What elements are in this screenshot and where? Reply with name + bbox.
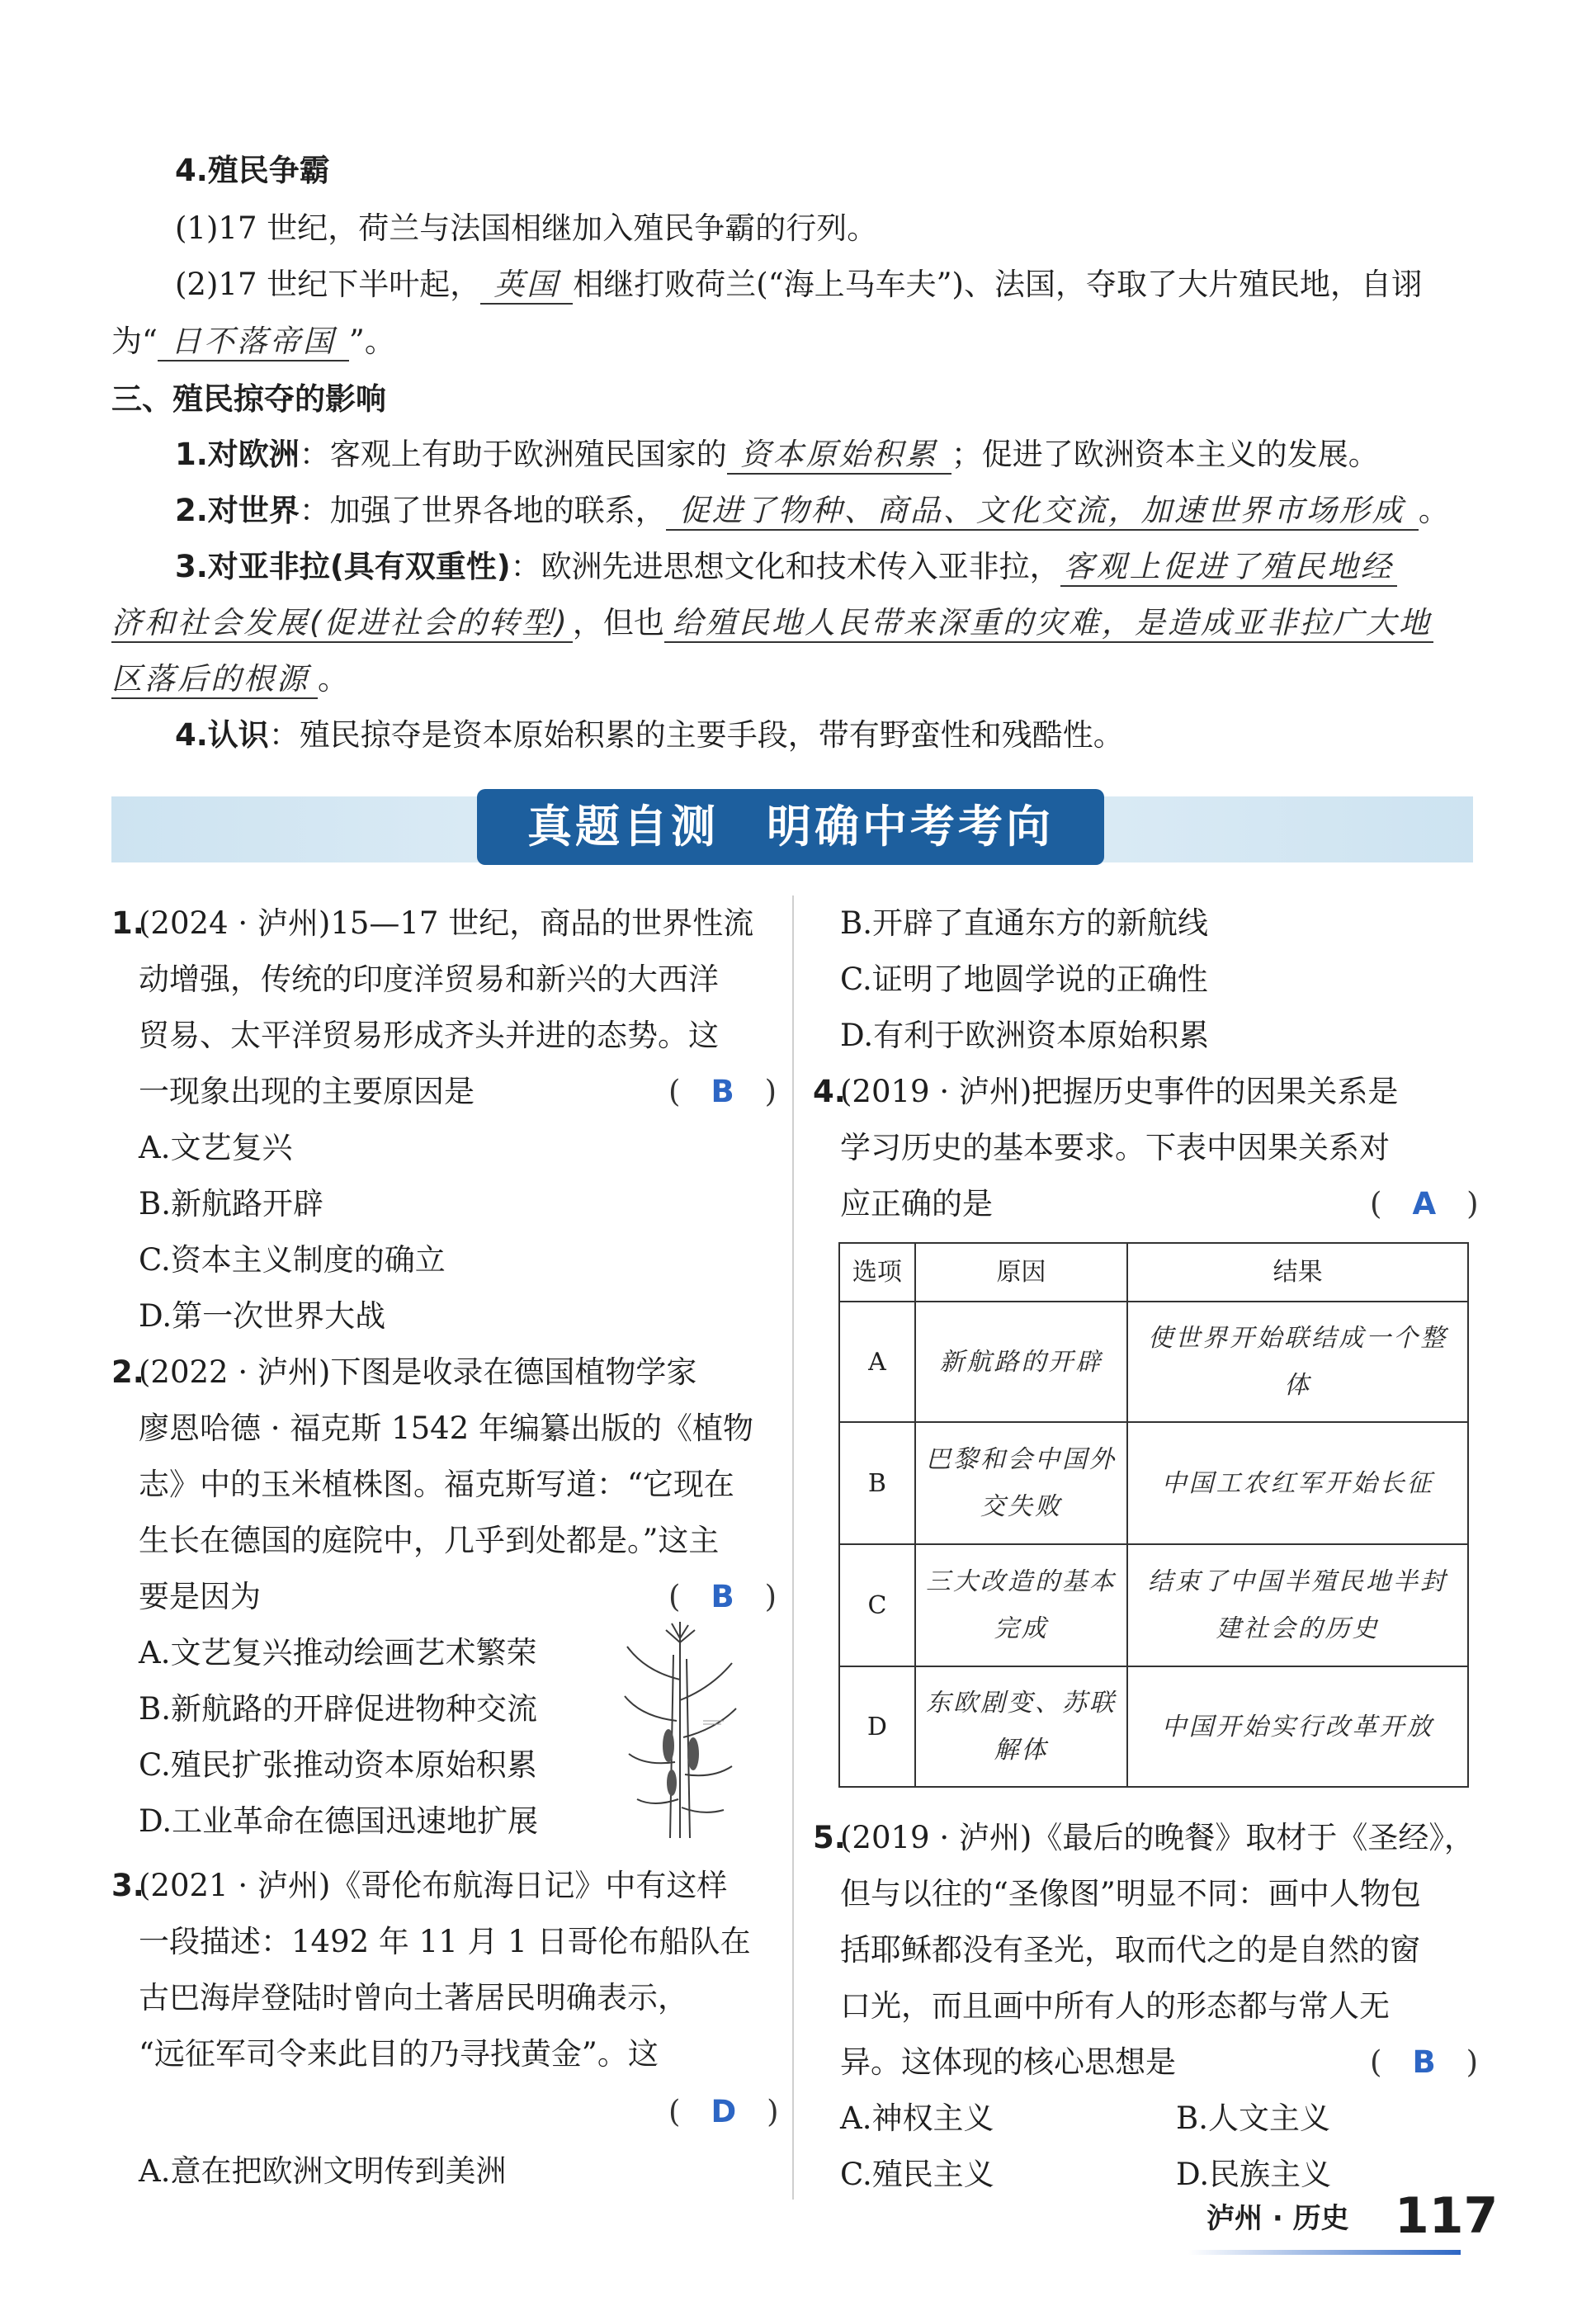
option: B.开辟了直通东方的新航线 [840, 905, 1208, 941]
table-cell: 东欧剧变、苏联解体 [915, 1666, 1127, 1787]
question-stem-line: 要是因为 [139, 1579, 261, 1614]
answer-bracket: ( D ) [668, 2094, 779, 2129]
question-number: 1. [111, 905, 144, 941]
banner-title: 真题自测 明确中考考向 [477, 789, 1104, 865]
table-cell: 中国开始实行改革开放 [1127, 1666, 1468, 1787]
filled-blank: 促进了物种、商品、文化交流，加速世界市场形成 [666, 495, 1419, 531]
text-line [111, 661, 348, 699]
option: C.资本主义制度的确立 [139, 1242, 446, 1278]
section-heading-colonial-rivalry: 4.殖民争霸 [175, 153, 330, 188]
table-cell: 结束了中国半殖民地半封建社会的历史 [1127, 1544, 1468, 1666]
question-stem-line: 括耶稣都没有圣光，取而代之的是自然的窗 [840, 1932, 1420, 1968]
table-cell: 三大改造的基本完成 [915, 1544, 1127, 1666]
question-stem-line: 贸易、太平洋贸易形成齐头并进的态势。这 [139, 1018, 719, 1053]
option: A.神权主义 [840, 2100, 994, 2136]
option: C.殖民主义 [840, 2157, 994, 2192]
table-cell: C [839, 1544, 915, 1666]
footer-label: 泸州 · 历史 [1206, 2202, 1349, 2235]
question-stem-line: 应正确的是 [840, 1186, 993, 1222]
answer-letter: B [711, 1579, 734, 1614]
table-row [839, 1544, 1468, 1666]
question-stem-line: 异。这体现的核心思想是 [840, 2044, 1176, 2080]
text-line: (1)17 世纪，荷兰与法国相继加入殖民争霸的行列。 [175, 210, 878, 246]
page-number: 117 [1395, 2187, 1499, 2245]
text-line [111, 326, 395, 361]
footer-accent-line [1188, 2250, 1461, 2255]
filled-blank: 资本原始积累 [727, 439, 951, 475]
table-cell: B [839, 1422, 915, 1544]
table-cell: A [839, 1302, 915, 1422]
text-fragment: ：欧洲先进思想文化和技术传入亚非拉， [510, 549, 1060, 584]
question-stem-line: 一现象出现的主要原因是 [139, 1074, 475, 1109]
question-stem-line: (2019 · 泸州)《最后的晚餐》取材于《圣经》， [840, 1820, 1475, 1855]
item-label: 3.对亚非拉 [175, 549, 330, 584]
answer-bracket: ( B ) [668, 1074, 777, 1109]
table-row [839, 1422, 1468, 1544]
filled-blank: 给殖民地人民带来深重的灾难，是造成亚非拉广大地 [664, 607, 1433, 643]
option: B.新航路开辟 [139, 1186, 323, 1222]
question-number: 5. [813, 1820, 846, 1855]
table-cell: 巴黎和会中国外交失败 [915, 1422, 1127, 1544]
text-line [175, 551, 1397, 587]
question-stem-line: 志》中的玉米植株图。福克斯写道：“它现在 [139, 1467, 734, 1502]
item-label: 1.对欧洲 [175, 437, 300, 472]
text-line [111, 607, 1433, 643]
text-fragment: ，但也 [572, 605, 664, 640]
item-label: 2.对世界 [175, 493, 300, 528]
option: A.文艺复兴 [139, 1130, 293, 1165]
filled-blank: 日不落帝国 [158, 326, 349, 361]
answer-bracket: ( A ) [1370, 1186, 1479, 1222]
table-header-cell: 选项 [839, 1243, 915, 1302]
question-stem-line: (2022 · 泸州)下图是收录在德国植物学家 [139, 1354, 697, 1390]
answer-letter: B [1412, 2044, 1436, 2080]
item-label: 4.认识 [175, 717, 269, 753]
text-fragment: 。 [1418, 493, 1449, 528]
filled-blank: 济和社会发展(促进社会的转型) [111, 607, 573, 643]
table-cell: 中国工农红军开始长征 [1127, 1422, 1468, 1544]
question-stem-line: 口光，而且画中所有人的形态都与常人无 [840, 1988, 1390, 2024]
question-stem-line: (2021 · 泸州)《哥伦布航海日记》中有这样 [139, 1868, 728, 1903]
answer-bracket: ( B ) [1370, 2044, 1479, 2080]
item-label-note: (具有双重性) [329, 549, 511, 584]
table-row [839, 1666, 1468, 1787]
text-line [175, 717, 1124, 753]
question-number: 3. [111, 1868, 144, 1903]
answer-bracket: ( B ) [668, 1579, 777, 1614]
question-stem-line: “远征军司令来此目的乃寻找黄金”。这 [139, 2036, 659, 2072]
table-row [839, 1302, 1468, 1422]
question-stem-line: 廖恩哈德 · 福克斯 1542 年编纂出版的《植物 [139, 1411, 753, 1446]
text-fragment: 。 [318, 661, 348, 697]
text-fragment: ：殖民掠夺是资本原始积累的主要手段，带有野蛮性和残酷性。 [268, 717, 1124, 753]
text-line [175, 269, 1422, 305]
question-stem-line: 一段描述：1492 年 11 月 1 日哥伦布船队在 [139, 1924, 751, 1959]
text-fragment: ”。 [348, 324, 395, 359]
answer-letter: A [1412, 1186, 1437, 1222]
question-stem-line: (2019 · 泸州)把握历史事件的因果关系是 [840, 1074, 1399, 1109]
option: D.工业革命在德国迅速地扩展 [139, 1803, 539, 1839]
option: A.文艺复兴推动绘画艺术繁荣 [139, 1635, 537, 1670]
text-fragment: ：客观上有助于欧洲殖民国家的 [299, 437, 727, 472]
table-header-row [839, 1243, 1468, 1302]
text-fragment: ：加强了世界各地的联系， [299, 493, 666, 528]
option: D.民族主义 [1176, 2157, 1332, 2192]
filled-blank: 客观上促进了殖民地经 [1060, 551, 1397, 587]
answer-letter: D [711, 2094, 737, 2129]
table-header-cell: 结果 [1127, 1243, 1468, 1302]
question-stem-line: 动增强，传统的印度洋贸易和新兴的大西洋 [139, 962, 719, 997]
text-fragment: 为“ [111, 324, 158, 359]
column-divider [792, 895, 794, 2200]
answer-letter: B [711, 1074, 734, 1109]
option: C.殖民扩张推动资本原始积累 [139, 1747, 537, 1783]
text-line [175, 495, 1449, 531]
cause-effect-table [838, 1242, 1469, 1788]
option: A.意在把欧洲文明传到美洲 [139, 2153, 507, 2189]
table-header-cell: 原因 [915, 1243, 1127, 1302]
option: D.有利于欧洲资本原始积累 [840, 1018, 1210, 1053]
question-stem-line: 生长在德国的庭院中，几乎到处都是。”这主 [139, 1523, 720, 1558]
option: B.人文主义 [1176, 2100, 1330, 2136]
question-stem-line: (2024 · 泸州)15—17 世纪，商品的世界性流 [139, 905, 754, 941]
text-fragment: 相继打败荷兰(“海上马车夫”)、法国，夺取了大片殖民地，自诩 [573, 267, 1422, 302]
question-stem-line: 学习历史的基本要求。下表中因果关系对 [840, 1130, 1390, 1165]
table-cell: 新航路的开辟 [915, 1302, 1127, 1422]
option: C.证明了地圆学说的正确性 [840, 962, 1208, 997]
option: B.新航路的开辟促进物种交流 [139, 1691, 537, 1727]
maize-plant-illustration [621, 1622, 740, 1841]
text-fragment: ；促进了欧洲资本主义的发展。 [951, 437, 1379, 472]
table-cell: 使世界开始联结成一个整体 [1127, 1302, 1468, 1422]
question-stem-line: 但与以往的“圣像图”明显不同：画中人物包 [840, 1876, 1421, 1911]
question-number: 4. [813, 1074, 846, 1109]
text-fragment: (2)17 世纪下半叶起， [175, 267, 481, 302]
filled-blank: 区落后的根源 [111, 664, 318, 699]
question-stem-line: 古巴海岸登陆时曾向土著居民明确表示， [139, 1980, 688, 2015]
text-line [175, 439, 1379, 475]
option: D.第一次世界大战 [139, 1298, 386, 1334]
table-cell: D [839, 1666, 915, 1787]
question-number: 2. [111, 1354, 144, 1390]
filled-blank: 英国 [480, 269, 573, 305]
section-heading-impact: 三、殖民掠夺的影响 [111, 381, 386, 417]
